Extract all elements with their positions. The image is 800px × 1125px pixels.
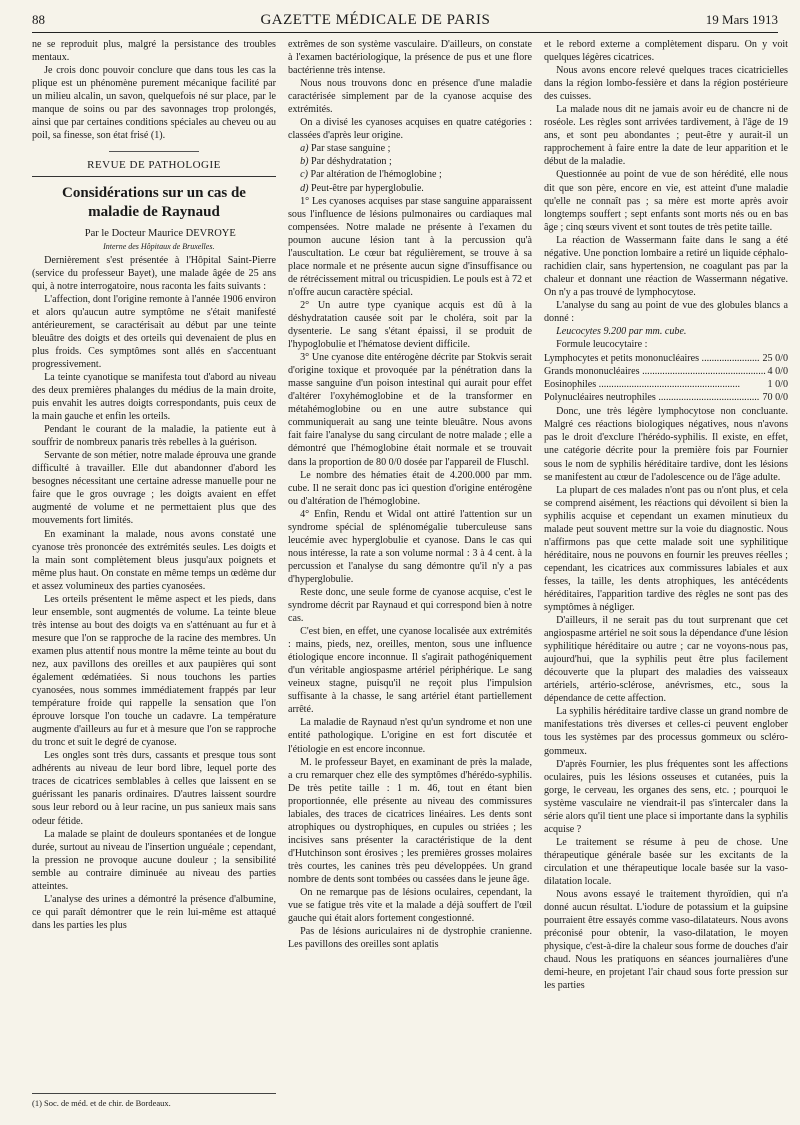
rubric-rule xyxy=(32,176,276,177)
paragraph: Les ongles sont très durs, cassants et presque tous sont adhérents au niveau de leur bord libre, lequel porte des traces de cicatrices semblables à celles que laissent en se guérissant les panaris ordinaires. D'autres laissent sourdre sous leur rebord ou à leur racine, un pus sanieux mais sans odeur fétide. xyxy=(32,750,276,827)
paragraph: Nous avons encore relevé quelques traces cicatricielles dans la région lombo-fessière et dans la région postérieure des cuisses. xyxy=(544,65,788,103)
category-item xyxy=(288,142,532,155)
paragraph: Le nombre des hématies était de 4.200.000 par mm. cube. Il ne serait donc pas ici question d'origine entérogène ou d'altération de l'hémoglobine. xyxy=(288,469,532,507)
paragraph: La syphilis héréditaire tardive classe un grand nombre de manifestations très diverses et celles-ci peuvent englober tous les systèmes par des processus gommeux ou scléro-gommeux. xyxy=(544,706,788,757)
section-rubric: REVUE DE PATHOLOGIE xyxy=(87,159,221,172)
category-letter: b) xyxy=(300,156,312,168)
byline: Par le Docteur Maurice DEVROYE xyxy=(84,228,236,240)
paragraph: Questionnée au point de vue de son hérédité, elle nous dit que son père, encore en vie, est atteint d'une maladie qu'elle ne connaît pas ; sa mère est morte après avoir longtemps souffert ; sept enfants sont morts nés ou en bas âge ; cinq sœurs vivent et sont toutes de très petite taille. xyxy=(544,169,788,233)
body-text xyxy=(288,195,532,952)
page-header xyxy=(32,12,778,33)
formula-row xyxy=(544,365,788,378)
category-letter: c) xyxy=(300,169,311,181)
paragraph: La malade nous dit ne jamais avoir eu de chancre ni de roséole. Les règles sont arrivées tardivement, à l'âge de 19 ans, et sont peu abondantes ; peut-être y aurait-il un rapprochement à faire entre la date de leur apparition et le début de la maladie. xyxy=(544,104,788,168)
paragraph: Le traitement se résume à peu de chose. Une thérapeutique générale basée sur les excitants de la circulation et une thérapeutique locale basée sur la vaso-dilatation locale. xyxy=(544,836,788,887)
category-text: Par déshydratation ; xyxy=(311,156,392,168)
paragraph: Reste donc, une seule forme de cyanose acquise, c'est le syndrome décrit par Raynaud et qui correspond bien à notre cas. xyxy=(288,586,532,625)
category-item xyxy=(288,182,532,195)
formula-label: Eosinophiles ..... xyxy=(544,378,766,391)
formula-label: Grands mononucléaires ..... xyxy=(544,365,766,378)
page-number: 88 xyxy=(32,12,45,27)
category-text: Par altération de l'hémoglobine ; xyxy=(310,169,442,181)
column-3 xyxy=(544,38,788,1118)
formula-value: 4 0/0 xyxy=(767,366,788,378)
formula-value: 70 0/0 xyxy=(762,392,788,404)
paragraph: ne se reproduit plus, malgré la persistance des troubles mentaux. xyxy=(32,39,276,64)
paragraph: Donc, une très légère lymphocytose non concluante. Malgré ces réactions biologiques négatives, nous n'avons pas le droit d'exclure l'hérédo-syphilis. Il existe, en effet, une catégorie décrite pour la première fois par Fournier sous le nom de syphilis héréditaire tardive, dont les lésions se manifestent au cœur de l'adolescence ou de l'âge adulte. xyxy=(544,406,788,483)
paragraph: Pendant le courant de la maladie, la patiente eut à souffrir de nombreux panaris très rebelles à la guérison. xyxy=(32,424,276,449)
paragraph: En examinant la malade, nous avons constaté une cyanose très prononcée des extrémités seules. Les doigts et la main sont complètement bleus jusqu'aux poignets et même plus haut. On constate en même temps un œdème dur et assez volumineux des parties cyanosées. xyxy=(32,528,276,592)
paragraph: La plupart de ces malades n'ont pas ou n'ont plus, et cela se comprend aisément, les réactions qui dévoilent si bien la syphilis acquise et cependant un examen minutieux du malade peut souvent mettre sur la voie du diagnostic. Nous n'affirmons pas que cette malade soit une syphilitique héréditaire, nous ne pouvons en fournir les preuves réelles ; cependant, les cicatrices aux commissures labiales et aux fesses, la taille, les dents atrophiques, les antécédents héréditaires, l'apparition tardive des règles ne sont pas des symptômes à négliger. xyxy=(544,484,788,614)
paragraph: L'analyse des urines a démontré la présence d'albumine, ce qui paraît démontrer que le rein lui-même est attaqué dans les parties les plus xyxy=(32,893,276,931)
formula-row xyxy=(544,378,788,391)
leucocyte-formula-table xyxy=(544,352,788,404)
column-1 xyxy=(32,38,276,1118)
category-letter: a) xyxy=(300,143,312,155)
paragraph: 4° Enfin, Rendu et Widal ont attiré l'attention sur un syndrome spécial de splénomégalie tuberculeuse sans leucémie avec hyperglobulie et cyanose. Dans le cas qui nous intéresse, la rate a son volume normal : 3 à 4 cent. à la percussion et l'analyse du sang démontre qu'il n'y a pas d'hyperglobulie. xyxy=(288,508,532,585)
paragraph: 2° Un autre type cyanique acquis est dû à la déshydratation causée soit par le choléra, soit par la dysenterie. Le sang s'étant épaissi, il se produit de l'hypoglobulie et l'hématose devient difficile. xyxy=(288,299,532,351)
paragraph: On ne remarque pas de lésions oculaires, cependant, la vue se fatigue très vite et la malade a déjà souffert de l'œil gauche qui était alors fortement congestionné. xyxy=(288,887,532,925)
category-list xyxy=(288,142,532,194)
paragraph: Dernièrement s'est présentée à l'Hôpital Saint-Pierre (service du professeur Bayet), une malade âgée de 25 ans qui, à notre interrogatoire, nous raconta les faits suivants : xyxy=(32,254,276,292)
paragraph: La malade se plaint de douleurs spontanées et de longue durée, surtout au niveau de l'insertion unguéale ; cependant, la pression ne provoque aucune douleur ; la sensibilité semble au contraire diminuée au niveau des parties atteintes. xyxy=(32,828,276,892)
paragraph: Pas de lésions auriculaires ni de dystrophie cranienne. Les pavillons des oreilles sont aplatis xyxy=(288,926,532,951)
formula-label: Lymphocytes et petits mononucléaires ..... xyxy=(544,352,760,365)
paragraph: C'est bien, en effet, une cyanose localisée aux extrémités : mains, pieds, nez, oreilles, menton, sous une influence étiologique encore inconnue. Il s'agirait pathogéniquement d'un véritable angiospasme artériel périphérique. Le sang veineux stagne, puisqu'il ne reçoit plus l'impulsion suffisante à la chasse, le sang artériel étant partiellement arrêté. xyxy=(288,626,532,716)
footnote: (1) Soc. de méd. et de chir. de Bordeaux. xyxy=(32,1093,276,1110)
paragraph: L'analyse du sang au point de vue des globules blancs a donné : xyxy=(544,299,788,324)
issue-date: 19 Mars 1913 xyxy=(705,12,778,27)
article-body xyxy=(32,254,276,932)
separator xyxy=(109,151,199,152)
paragraph: M. le professeur Bayet, en examinant de près la malade, a cru remarquer chez elle des symptômes d'hérédo-syphilis. De très petite taille : 1 m. 46, tout en étant bien proportionnée, elle présente au niveau des commissures labiales, des traces de cicatrices linéaires. Les dents sont atrophiques ou dystrophiques, en cupules ou striées ; les incisives sans présenter la caractéristique de la dent d'Hutchinson sont érosives ; les premières grosses molaires très courtes, les canines très peu développées. Un grand nombre de dents sont tombées ou cassées dans le jeune âge. xyxy=(288,756,532,885)
journal-title: GAZETTE MÉDICALE DE PARIS xyxy=(260,12,491,28)
body-text xyxy=(288,38,532,142)
paragraph: La teinte cyanotique se manifesta tout d'abord au niveau des deux premières phalanges du médius de la main droite, puis envahit les autres doigts correspondants, puis ceux de la main gauche et enfin les orteils. xyxy=(32,371,276,423)
paragraph: extrêmes de son système vasculaire. D'ailleurs, on constate à l'examen bactériologique, la présence de pus et une flore bactérienne très intense. xyxy=(288,39,532,77)
formula-value: 25 0/0 xyxy=(762,353,788,365)
paragraph: Nous nous trouvons donc en présence d'une maladie caractérisée simplement par de la cyanose acquise des extrémités. xyxy=(288,78,532,116)
formula-value: 1 0/0 xyxy=(767,379,788,391)
category-item xyxy=(288,155,532,168)
paragraph: Je crois donc pouvoir conclure que dans tous les cas la plique est un phénomène purement mécanique facilité par un milieu alcalin, un savon, quelquefois né sur place, par le manque de soins ou par des savonnages trop prolongés, ainsi que par certaines conditions spéciales au cheveu ou au poil, sa finesse, son état frisé (1). xyxy=(32,65,276,142)
paragraph: La réaction de Wassermann faite dans le sang a été négative. Une ponction lombaire a retiré un liquide céphalo-rachidien clair, sans hypertension, ne coagulant pas par la chaleur et donnant une réaction de Wassermann négative. On n'y a pas trouvé de lymphocytose. xyxy=(544,234,788,298)
paragraph: Servante de son métier, notre malade éprouva une grande difficulté à travailler. Elle dut abandonner d'abord les besognes nécessitant une certaine adresse manuelle pour ne faire que le gros ouvrage ; les doigts avaient en effet augmenté de volume et ne permettaient plus que des mouvements fort limités. xyxy=(32,450,276,527)
author-affiliation: Interne des Hôpitaux de Bruxelles. xyxy=(103,242,215,252)
paragraph: La maladie de Raynaud n'est qu'un syndrome et non une entité pathologique. L'origine en est fort discutée et l'étiologie en est encore inconnue. xyxy=(288,717,532,755)
body-text xyxy=(544,38,788,325)
formula-row xyxy=(544,391,788,404)
paragraph: D'après Fournier, les plus fréquentes sont les affections oculaires, puis les lésions osseuses et cutanées, puis la gorge, le cerveau, les organes des sens, etc. ; pourquoi le système vasculaire ne viendrait-il pas s'intercaler dans la série alors qu'il tient une place si importante dans la syphilis acquise ? xyxy=(544,758,788,835)
intro-text xyxy=(32,38,276,142)
article-title: Considérations sur un cas de maladie de Raynaud xyxy=(62,185,246,221)
paragraph: 1° Les cyanoses acquises par stase sanguine apparaissent sous l'influence de lésions pulmonaires ou cardiaques mal compensées. Notre malade ne présente à l'examen du poumon aucune lésion tant à la percussion qu'à l'auscultation. Le cœur bat régulièrement, se trouve à sa place normale et ne présente aucun signe d'insuffisance ou de rétrécissement mitral ou tricuspidien. Le pouls est à 72 et n'offre aucun caractère spécial. xyxy=(288,195,532,298)
formula-row xyxy=(544,352,788,365)
category-text: Peut-être par hyperglobulie. xyxy=(311,182,424,194)
column-2 xyxy=(288,38,532,1118)
text-columns xyxy=(32,38,788,1118)
paragraph: 3° Une cyanose dite entérogène décrite par Stokvis serait d'origine toxique et provoquée par la pénétration dans la masse sanguine d'un poison intestinal qui aurait pour effet d'altérer l'oxyhémoglobine et de la transformer en métahémoglobine ou en une autre substance qui communiquerait au sang une teinte bleuâtre. Nous avons fait faire l'analyse du sang circulant de notre malade ; elle a démontré que l'hémoglobine était normale et se trouvait dans la proportion de 80 0/0 dosée par l'appareil de Fluschl. xyxy=(288,352,532,468)
paragraph: Les orteils présentent le même aspect et les pieds, dans leur ensemble, sont augmentés de volume. La teinte bleue très intense au bout des doigts va en s'atténuant au fur et à mesure que l'on se rapproche de la racine des membres. Un examen plus attentif nous montre la même teinte au bout du nez, aux pavillons des oreilles et aux paupières qui sont également œdématiées. Si nous touchons les parties cyanosées, nous sommes immédiatement frappés par leur température froide qui rappelle la sensation que l'on éprouve lorsque l'on touche un cadavre. La température augmente d'ailleurs au fur et à mesure que l'on se rapproche du tronc et suit le degré de cyanose. xyxy=(32,593,276,749)
formula-label: Polynucléaires neutrophiles ..... xyxy=(544,391,760,404)
paragraph: et le rebord externe a complètement disparu. On y voit quelques légères cicatrices. xyxy=(544,39,788,64)
paragraph: On a divisé les cyanoses acquises en quatre catégories : classées d'après leur origine. xyxy=(288,117,532,142)
paragraph: D'ailleurs, il ne serait pas du tout surprenant que cet angiospasme artériel ne soit sous la dépendance d'une lésion syphilitique héréditaire ou autre ; car ne voyons-nous pas, aujourd'hui, que la syphilis peut être plus facilement découverte que la plupart des maladies des vaisseaux artériels, artério-sclérose, anévrismes, etc., sous la dépendance de cette affection. xyxy=(544,615,788,705)
formula-title: Formule leucocytaire : xyxy=(556,339,648,351)
category-item xyxy=(288,168,532,181)
paragraph: Nous avons essayé le traitement thyroïdien, qui n'a donné aucun résultat. L'iodure de potassium et la guipsine pourraient être essayés comme vaso-dilatateurs. Nous avons préconisé pour obtenir, la vaso-dilatation, le moyen physique, c'est-à-dire la chaleur sous forme de douches d'air chaud. Nous les pratiquons en séances journalières d'une demi-heure, en projetant l'air chaud sous forte pression sur les parties xyxy=(544,889,788,992)
leucocytes-count: Leucocytes 9.200 par mm. cube. xyxy=(556,326,687,338)
category-letter: d) xyxy=(300,182,312,194)
category-text: Par stase sanguine ; xyxy=(311,143,391,155)
paragraph: L'affection, dont l'origine remonte à l'année 1906 environ et alors qu'aucun autre symptôme ne s'était manifesté antérieurement, se caractérisait au début par une teinte bleuâtre des doigts et des orteils qui devenaient de plus en plus froids. Ces symptômes sont allés en s'accentuant progressivement. xyxy=(32,293,276,370)
body-text xyxy=(544,405,788,992)
